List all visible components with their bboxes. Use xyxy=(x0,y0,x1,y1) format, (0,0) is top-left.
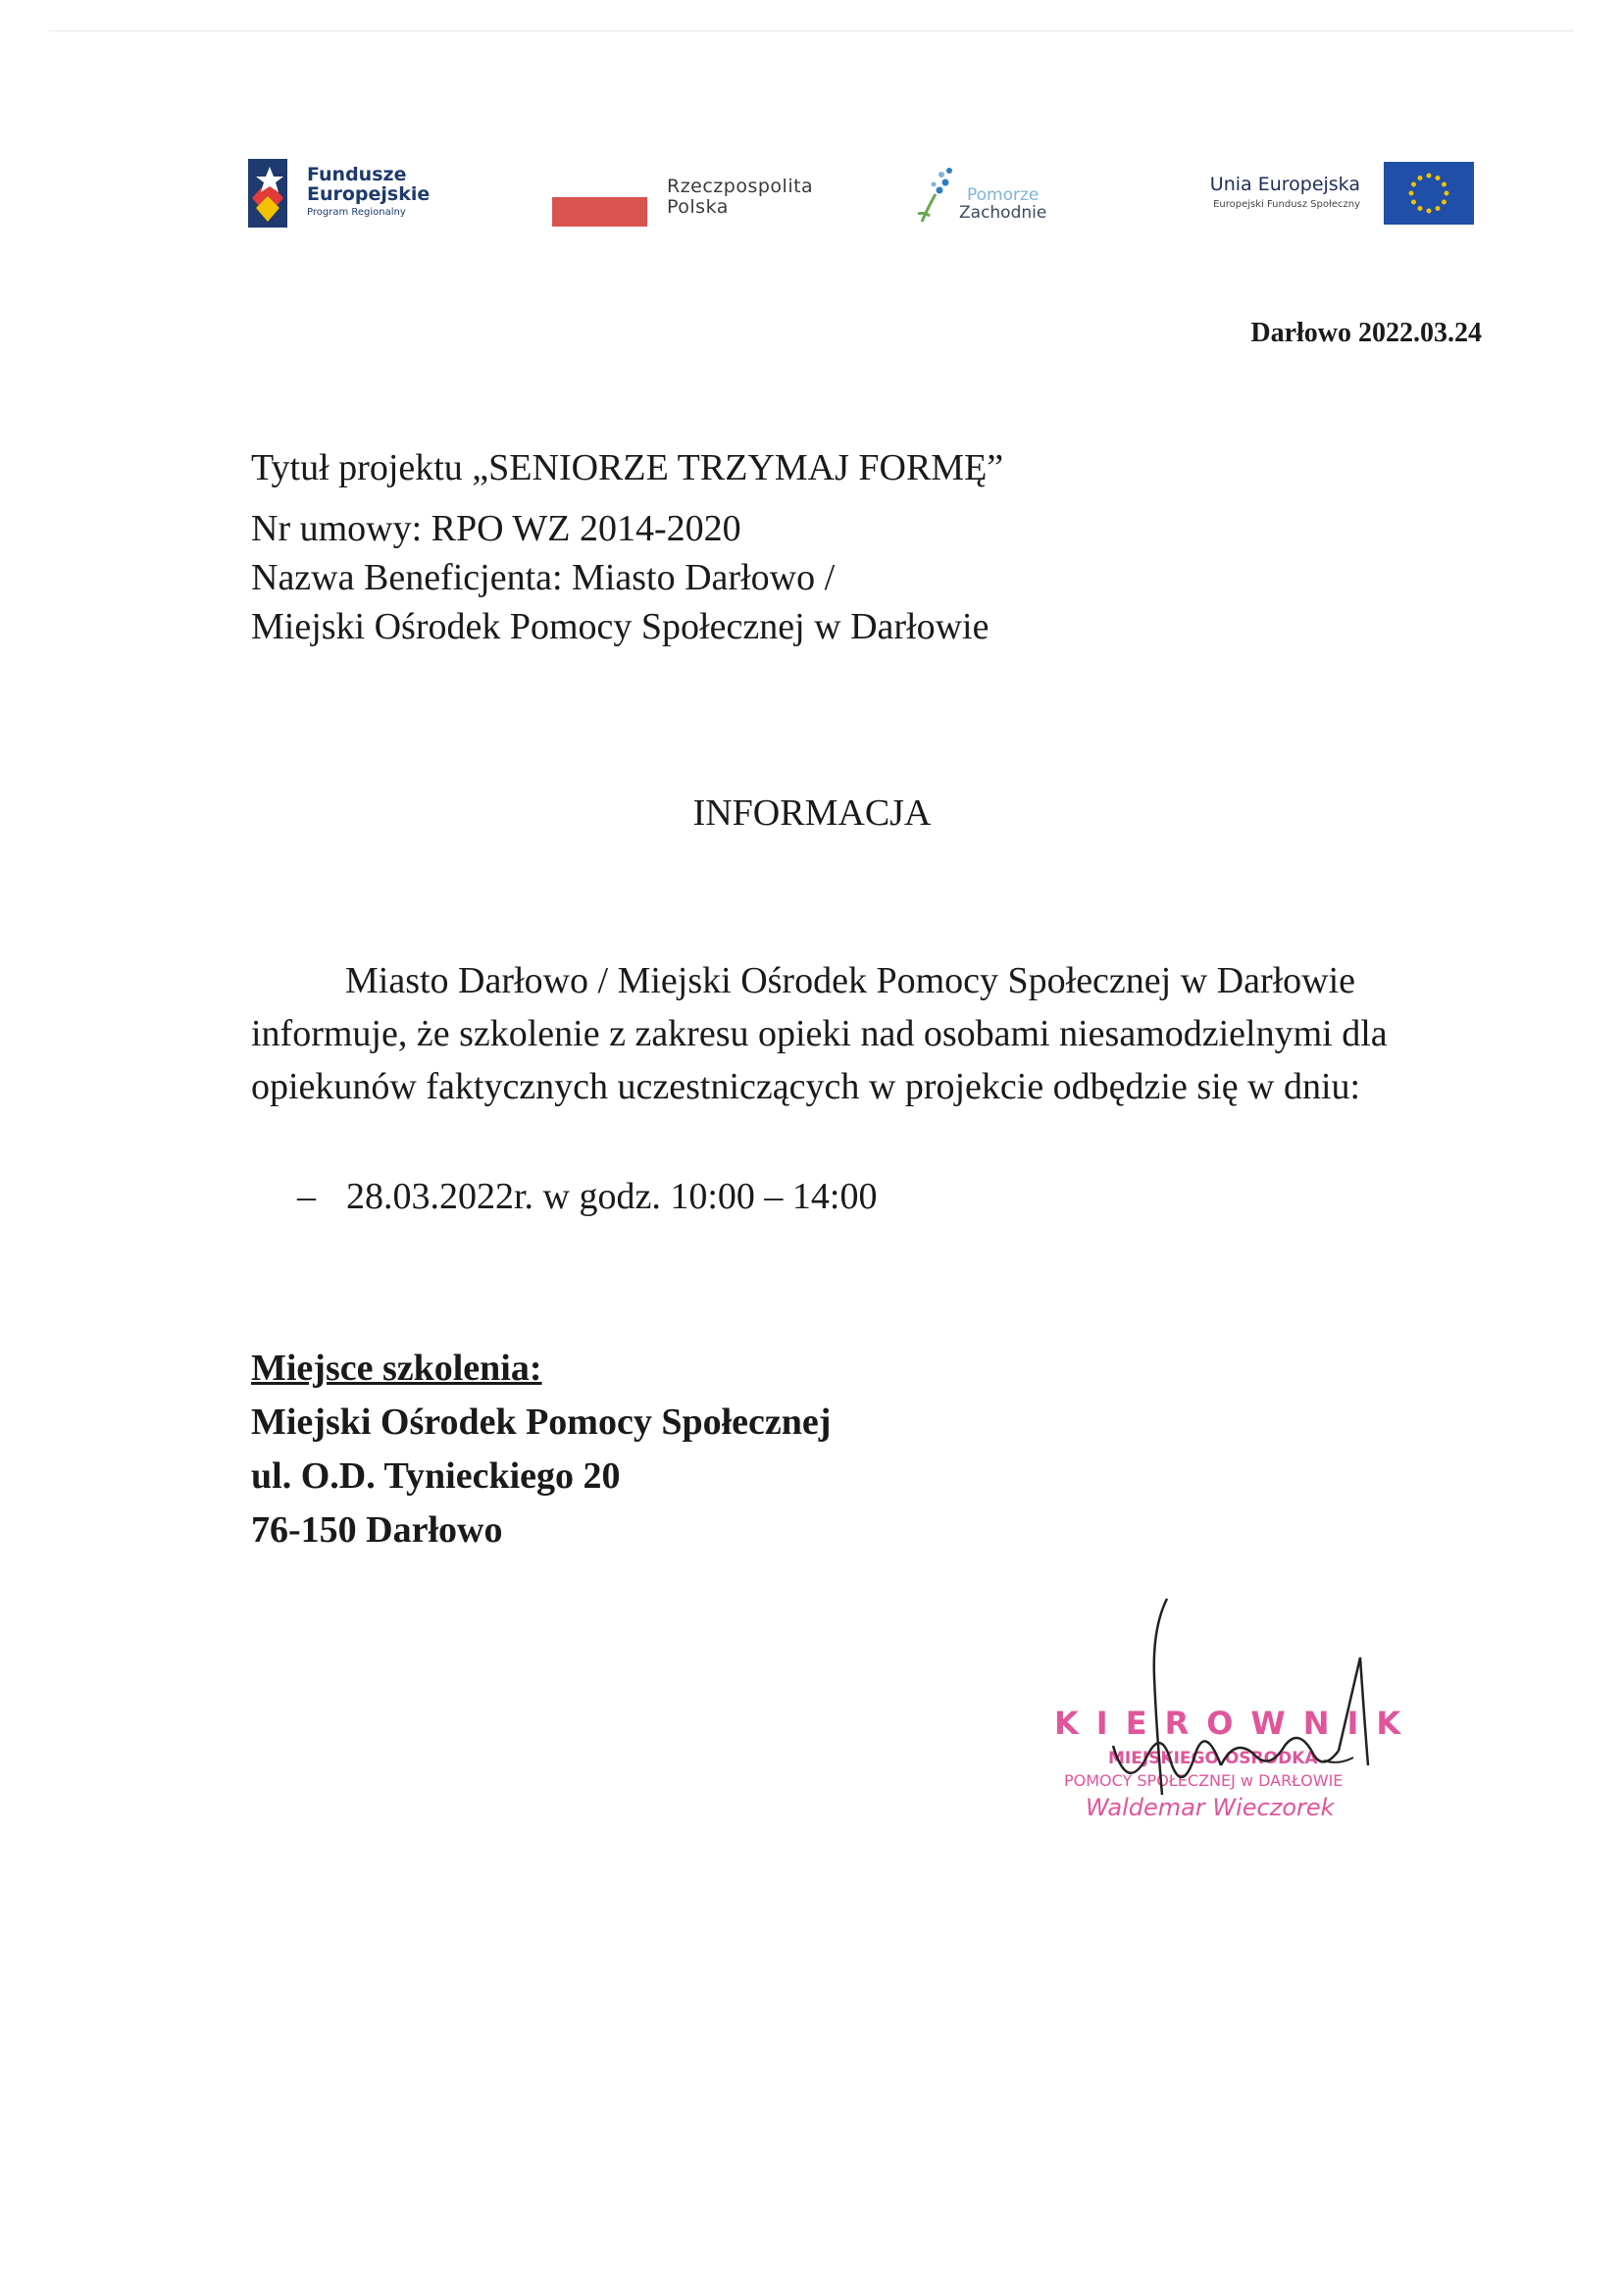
handwritten-signature xyxy=(1074,1569,1397,1824)
place-label: Miejsce szkolenia: xyxy=(251,1348,542,1389)
fundusze-subtitle: Program Regionalny xyxy=(307,207,406,218)
rzeczpospolita-logo xyxy=(549,175,843,233)
fundusze-title-1: Fundusze xyxy=(307,164,407,185)
rzeczpospolita-line-2: Polska xyxy=(667,196,729,218)
stamp-line-1: MIEJSKIEGO OŚRODKA xyxy=(1108,1749,1318,1768)
unia-subtitle: Europejski Fundusz Społeczny xyxy=(1213,199,1360,210)
unia-title: Unia Europejska xyxy=(1209,174,1360,195)
unia-europejska-logo xyxy=(1157,162,1476,230)
contract-number: Nr umowy: RPO WZ 2014-2020 xyxy=(251,508,741,549)
beneficiary-line-2: Miejski Ośrodek Pomocy Społecznej w Darłowie xyxy=(251,606,990,647)
eu-flag-icon xyxy=(1384,162,1474,225)
project-title: Tytuł projektu „SENIORZE TRZYMAJ FORMĘ” xyxy=(251,447,1004,488)
pomorze-line-1: Pomorze xyxy=(966,185,1040,205)
stamp-title: KIEROWNIK xyxy=(1054,1705,1419,1742)
fundusze-europejskie-icon xyxy=(248,159,287,228)
pomorze-line-2: Zachodnie xyxy=(959,203,1047,223)
training-place xyxy=(251,1342,831,1557)
place-line-3: 76-150 Darłowo xyxy=(251,1509,503,1551)
rzeczpospolita-line-1: Rzeczpospolita xyxy=(667,176,814,197)
stamp-line-2: POMOCY SPOŁECZNEJ w DARŁOWIE xyxy=(1064,1771,1344,1790)
date-bullet xyxy=(297,1175,877,1218)
bullet-dash: – xyxy=(297,1176,316,1217)
place-line-1: Miejski Ośrodek Pomocy Społecznej xyxy=(251,1402,832,1443)
place-line-2: ul. O.D. Tynieckiego 20 xyxy=(251,1455,621,1497)
scan-edge-line xyxy=(49,30,1574,31)
polish-flag-icon xyxy=(552,197,647,227)
beneficiary-line-1: Nazwa Beneficjenta: Miasto Darłowo / xyxy=(251,557,836,598)
pomorze-zachodnie-logo xyxy=(912,159,1069,237)
fundusze-europejskie-logo xyxy=(248,155,454,233)
body-paragraph xyxy=(251,954,1428,1113)
document-heading: INFORMACJA xyxy=(692,792,932,834)
body-text: Miasto Darłowo / Miejski Ośrodek Pomocy Społecznej w Darłowie informuje, że szkolenie z zakresu opieki nad osobami niesamodzielnymi dla opiekunów faktycznych uczestniczących w projekcie odbędzie się w dniu: xyxy=(251,960,1388,1107)
stamp-name: Waldemar Wieczorek xyxy=(1086,1794,1335,1821)
pomorze-zachodnie-icon xyxy=(912,161,961,229)
bullet-text: 28.03.2022r. w godz. 10:00 – 14:00 xyxy=(346,1176,878,1217)
project-info xyxy=(251,443,1428,651)
fundusze-title-2: Europejskie xyxy=(307,183,431,205)
document-date: Darłowo 2022.03.24 xyxy=(1250,318,1482,348)
